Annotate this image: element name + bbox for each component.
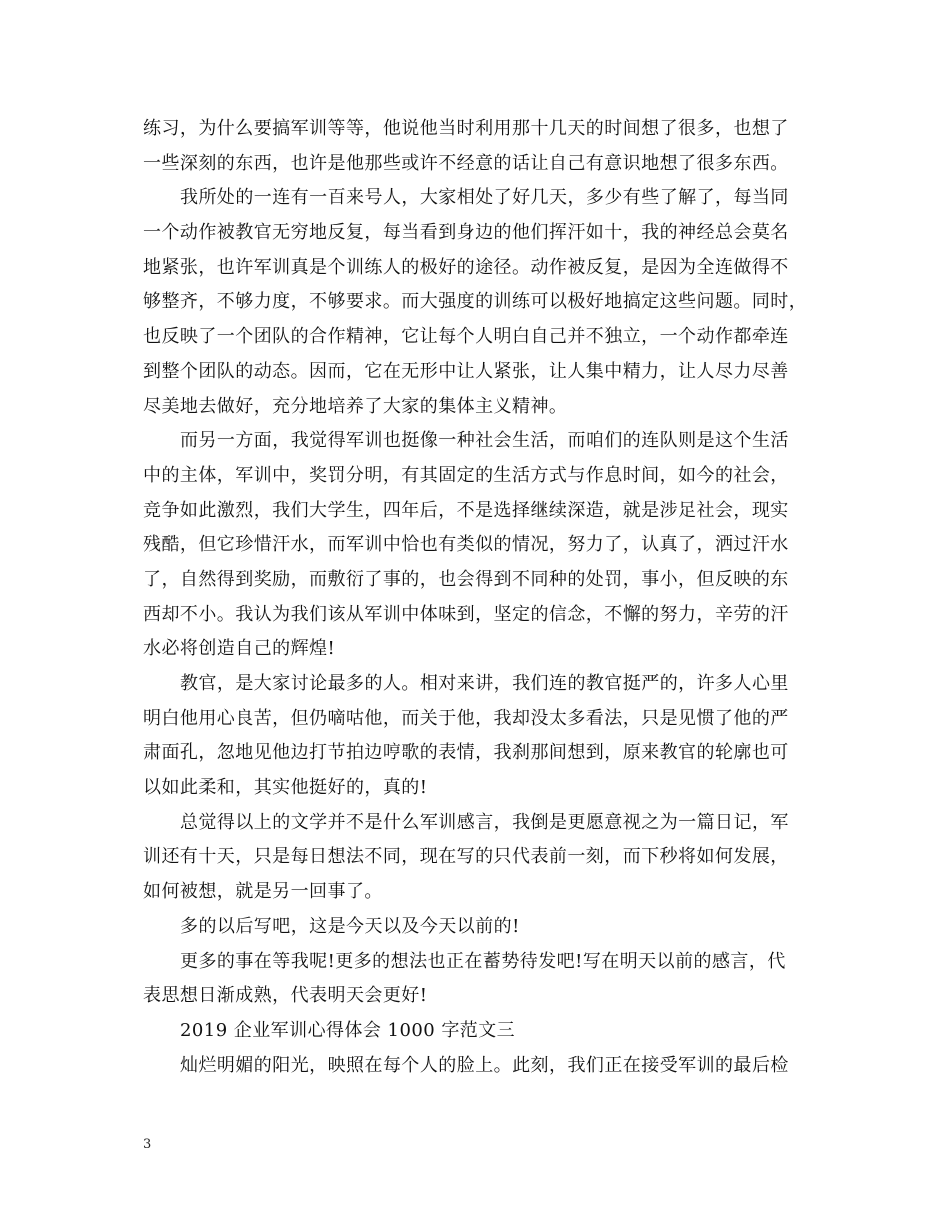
text-line: 我所处的一连有一百来号人，大家相处了好几天，多少有些了解了，每当同 — [180, 187, 789, 209]
text-line: 一些深刻的东西，也许是他那些或许不经意的话让自己有意识地想了很多东西。 — [143, 152, 789, 174]
text-line: 够整齐，不够力度，不够要求。而大强度的训练可以极好地搞定这些问题。同时， — [143, 291, 808, 313]
document-body — [143, 112, 823, 1083]
text-line: 练习，为什么要搞军训等等，他说他当时利用那十几天的时间想了很多，也想了 — [143, 118, 789, 139]
text-line: 如何被想，就是另一回事了。 — [143, 881, 383, 903]
text-line: 竞争如此激烈，我们大学生，四年后，不是选择继续深造，就是涉足社会，现实 — [143, 499, 789, 521]
text-line: 更多的事在等我呢!更多的想法也正在蓄势待发吧!写在明天以前的感言，代 — [180, 950, 786, 972]
text-line: 明白他用心良苦，但仍嘀咕他，而关于他，我却没太多看法，只是见惯了他的严 — [143, 707, 789, 729]
text-line: 灿烂明媚的阳光，映照在每个人的脸上。此刻，我们正在接受军训的最后检 — [180, 1054, 789, 1076]
text-line: 也反映了一个团队的合作精神，它让每个人明白自己并不独立，一个动作都牵连 — [143, 326, 789, 348]
text-line: 2019 企业军训心得体会 1000 字范文三 — [180, 1019, 516, 1041]
text-line: 以如此柔和，其实他挺好的，真的! — [143, 777, 428, 799]
text-line: 多的以后写吧，这是今天以及今天以前的! — [180, 915, 520, 937]
text-line: 西却不小。我认为我们该从军训中体味到，坚定的信念，不懈的努力，辛劳的汗 — [143, 603, 789, 625]
text-line: 尽美地去做好，充分地培养了大家的集体主义精神。 — [143, 395, 568, 417]
text-line: 教官，是大家讨论最多的人。相对来讲，我们连的教官挺严的，许多人心里 — [180, 673, 789, 694]
text-line: 肃面孔，忽地见他边打节拍边哼歌的表情，我刹那间想到，原来教官的轮廓也可 — [143, 742, 789, 764]
text-line: 到整个团队的动态。因而，它在无形中让人紧张，让人集中精力，让人尽力尽善 — [143, 360, 789, 382]
text-line: 表思想日渐成熟，代表明天会更好! — [143, 985, 428, 1007]
text-line: 地紧张，也许军训真是个训练人的极好的途径。动作被反复，是因为全连做得不 — [143, 256, 789, 278]
text-line: 了，自然得到奖励，而敷衍了事的，也会得到不同种的处罚，事小，但反映的东 — [143, 568, 789, 590]
text-line: 水必将创造自己的辉煌! — [143, 638, 336, 660]
text-line: 中的主体，军训中，奖罚分明，有其固定的生活方式与作息时间，如今的社会， — [143, 464, 789, 486]
page-number: 3 — [143, 1137, 152, 1152]
text-line: 而另一方面，我觉得军训也挺像一种社会生活，而咱们的连队则是这个生活 — [180, 430, 789, 452]
text-line: 训还有十天，只是每日想法不同，现在写的只代表前一刻，而下秒将如何发展， — [143, 846, 789, 868]
text-line: 残酷，但它珍惜汗水，而军训中恰也有类似的情况，努力了，认真了，洒过汗水 — [143, 534, 789, 556]
text-line: 一个动作被教官无穷地反复，每当看到身边的他们挥汗如十，我的神经总会莫名 — [143, 222, 789, 244]
text-line: 总觉得以上的文学并不是什么军训感言，我倒是更愿意视之为一篇日记，军 — [180, 811, 789, 833]
